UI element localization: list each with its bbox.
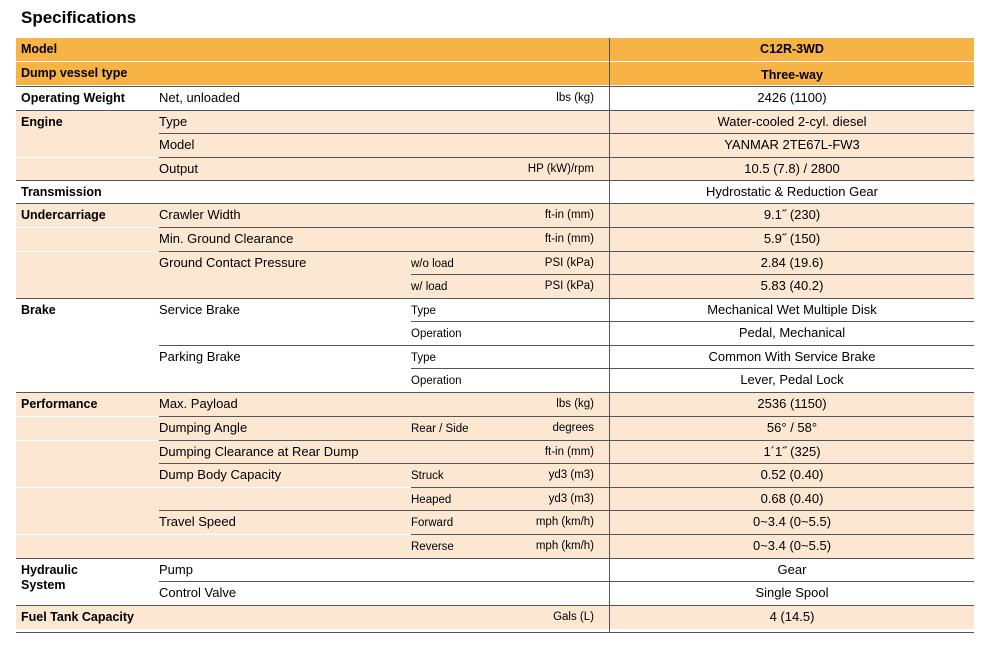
row-unit: lbs (kg)	[556, 398, 594, 410]
row-divider	[159, 416, 974, 417]
row-divider	[16, 632, 974, 633]
row-subitem: Model	[159, 137, 195, 152]
row-value: 2.84 (19.6)	[760, 255, 824, 270]
row-unit: ft-in (mm)	[544, 233, 594, 245]
row-subitem: Control Valve	[159, 585, 237, 600]
row-condition: Forward	[411, 517, 454, 529]
row-divider	[159, 133, 974, 134]
spec-row	[16, 559, 974, 592]
row-value: 2426 (1100)	[757, 90, 827, 105]
dump-vessel-row	[16, 62, 974, 85]
row-value: 1´1˝ (325)	[763, 444, 821, 459]
row-divider	[159, 157, 974, 158]
row-subitem: Travel Speed	[159, 514, 236, 529]
row-unit: yd3 (m3)	[548, 493, 594, 505]
row-value: 9.1˝ (230)	[763, 207, 821, 222]
row-label: Brake	[21, 303, 56, 317]
row-divider	[411, 274, 974, 275]
row-divider	[411, 534, 974, 535]
spec-row	[16, 181, 974, 204]
row-label: Hydraulic System	[21, 563, 78, 592]
row-label: Operating Weight	[21, 91, 125, 105]
spec-row	[16, 441, 974, 464]
row-label: Engine	[21, 115, 63, 129]
row-label: Undercarriage	[21, 208, 106, 222]
row-subitem: Min. Ground Clearance	[159, 231, 294, 246]
spec-row	[16, 369, 974, 392]
row-value: 2536 (1150)	[757, 396, 827, 411]
spec-row	[16, 87, 974, 110]
row-value: 0.68 (0.40)	[760, 491, 824, 506]
row-subitem: Service Brake	[159, 302, 240, 317]
row-label: Performance	[21, 397, 98, 411]
row-value: 5.9˝ (150)	[763, 231, 821, 246]
row-label: Transmission	[21, 185, 102, 199]
row-divider	[16, 203, 974, 204]
spec-row	[16, 111, 974, 134]
row-divider	[16, 392, 974, 393]
row-subitem: Type	[159, 114, 188, 129]
spec-row	[16, 158, 974, 181]
row-divider	[159, 463, 974, 464]
model-label: Model	[21, 42, 58, 56]
row-divider	[16, 180, 974, 181]
model-value: C12R-3WD	[760, 42, 824, 56]
row-condition: Type	[411, 352, 436, 364]
spec-row	[16, 299, 974, 322]
row-divider	[16, 298, 974, 299]
model-header-row	[16, 38, 974, 61]
spec-row	[16, 252, 974, 275]
row-value: 0.52 (0.40)	[760, 467, 824, 482]
row-value: Pedal, Mechanical	[738, 325, 846, 340]
row-value: YANMAR 2TE67L-FW3	[724, 137, 860, 152]
spec-row	[16, 275, 974, 298]
row-condition: Type	[411, 305, 436, 317]
row-subitem: Output	[159, 161, 199, 176]
row-subitem: Net, unloaded	[159, 90, 240, 105]
row-value: 0~3.4 (0~5.5)	[752, 514, 832, 529]
row-value: Water-cooled 2-cyl. diesel	[717, 114, 867, 129]
row-unit: PSI (kPa)	[544, 280, 594, 292]
row-value: 10.5 (7.8) / 2800	[744, 161, 840, 176]
row-divider	[411, 487, 974, 488]
spec-row	[16, 393, 974, 416]
row-divider	[16, 558, 974, 559]
spec-row	[16, 488, 974, 511]
row-condition: w/o load	[411, 258, 454, 270]
spec-row	[16, 417, 974, 440]
row-divider	[159, 440, 974, 441]
spec-row	[16, 535, 974, 558]
row-value: 56° / 58°	[766, 420, 818, 435]
spec-row	[16, 346, 974, 369]
row-unit: mph (km/h)	[535, 540, 594, 552]
spec-row	[16, 511, 974, 534]
row-value: Gear	[777, 562, 807, 577]
row-condition: Rear / Side	[411, 423, 469, 435]
row-divider	[159, 345, 974, 346]
row-value: 0~3.4 (0~5.5)	[752, 538, 832, 553]
row-divider	[16, 86, 974, 87]
row-condition: Operation	[411, 328, 462, 340]
row-divider	[159, 227, 974, 228]
spec-row	[16, 134, 974, 157]
row-condition: Reverse	[411, 541, 454, 553]
spec-row	[16, 322, 974, 345]
spec-row	[16, 582, 974, 605]
row-unit: ft-in (mm)	[544, 446, 594, 458]
row-divider	[411, 368, 974, 369]
row-unit: mph (km/h)	[535, 516, 594, 528]
dump-vessel-value: Three-way	[761, 68, 823, 82]
row-unit: Gals (L)	[553, 611, 594, 623]
row-subitem: Max. Payload	[159, 396, 238, 411]
spec-row	[16, 228, 974, 251]
dump-vessel-label: Dump vessel type	[21, 66, 128, 80]
row-unit: lbs (kg)	[556, 92, 594, 104]
row-unit: PSI (kPa)	[544, 257, 594, 269]
row-subitem: Parking Brake	[159, 349, 241, 364]
row-value: Hydrostatic & Reduction Gear	[706, 184, 878, 199]
row-value: Lever, Pedal Lock	[740, 372, 844, 387]
row-value: Single Spool	[755, 585, 829, 600]
row-value: 5.83 (40.2)	[760, 278, 824, 293]
row-subitem: Dump Body Capacity	[159, 467, 282, 482]
row-divider	[411, 321, 974, 322]
row-subitem: Crawler Width	[159, 207, 241, 222]
row-condition: Heaped	[411, 494, 452, 506]
spec-row	[16, 606, 974, 629]
row-divider	[16, 605, 974, 606]
row-unit: HP (kW)/rpm	[527, 163, 594, 175]
column-divider	[609, 38, 610, 632]
row-value: Common With Service Brake	[708, 349, 876, 364]
row-divider	[159, 581, 974, 582]
page-title: Specifications	[21, 8, 137, 27]
spec-row	[16, 464, 974, 487]
row-condition: Struck	[411, 470, 444, 482]
row-subitem: Dumping Clearance at Rear Dump	[159, 444, 359, 459]
row-divider	[159, 251, 974, 252]
row-condition: w/ load	[411, 281, 448, 293]
row-subitem: Pump	[159, 562, 193, 577]
row-value: 4 (14.5)	[769, 609, 815, 624]
row-value: Mechanical Wet Multiple Disk	[707, 302, 877, 317]
row-label: Fuel Tank Capacity	[21, 610, 134, 624]
spec-row	[16, 204, 974, 227]
row-subitem: Ground Contact Pressure	[159, 255, 307, 270]
row-unit: ft-in (mm)	[544, 209, 594, 221]
row-divider	[16, 110, 974, 111]
row-subitem: Dumping Angle	[159, 420, 248, 435]
row-unit: degrees	[552, 422, 594, 434]
row-condition: Operation	[411, 375, 462, 387]
row-divider	[159, 510, 974, 511]
row-unit: yd3 (m3)	[548, 469, 594, 481]
